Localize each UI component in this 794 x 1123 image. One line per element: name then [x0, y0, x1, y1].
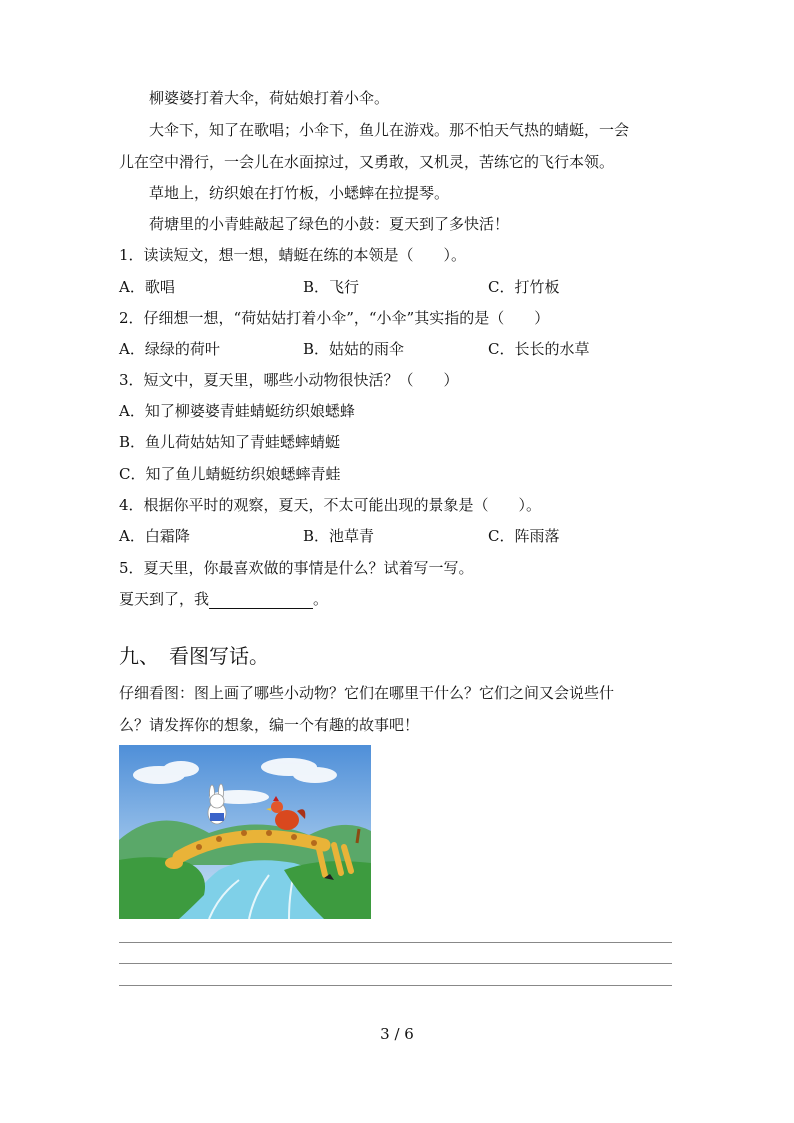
- section-9-instruction-line-2: 么？请发挥你的想象，编一个有趣的故事吧！: [119, 716, 420, 734]
- q4-option-b: B．池草青: [303, 527, 375, 545]
- q2-option-a: A．绿绿的荷叶: [119, 340, 220, 358]
- q1-option-c: C．打竹板: [488, 278, 560, 296]
- passage-paragraph-2-line-2: 儿在空中滑行，一会儿在水面掠过，又勇敢，又机灵，苦练它的飞行本领。: [119, 153, 615, 171]
- question-4: 4．根据你平时的观察，夏天，不太可能出现的景象是（ ）。: [119, 496, 542, 514]
- section-9-heading: 九、 看图写话。: [119, 644, 269, 668]
- q2-option-b: B．姑姑的雨伞: [303, 340, 405, 358]
- giraffe-bridge-illustration: [119, 745, 371, 919]
- q4-option-a: A．白霜降: [119, 527, 190, 545]
- passage-paragraph-3: 草地上，纺织娘在打竹板，小蟋蟀在拉提琴。: [149, 184, 450, 202]
- question-1: 1．读读短文，想一想，蜻蜓在练的本领是（ ）。: [119, 246, 467, 264]
- page-number: 3 / 6: [380, 1025, 414, 1043]
- answer-blank[interactable]: [209, 592, 313, 609]
- answer-suffix: 。: [313, 590, 329, 608]
- answer-line: [119, 589, 328, 609]
- q3-option-c: C．知了鱼儿蜻蜓纺织娘蟋蟀青蛙: [119, 465, 341, 483]
- q1-option-b: B．飞行: [303, 278, 360, 296]
- question-2: 2．仔细想一想，“荷姑姑打着小伞”，“小伞”其实指的是（ ）: [119, 309, 550, 327]
- q3-option-a: A．知了柳婆婆青蛙蜻蜓纺织娘蟋蜂: [119, 402, 355, 420]
- passage-paragraph-4: 荷塘里的小青蛙敲起了绿色的小鼓：夏天到了多快活！: [149, 215, 510, 233]
- passage-paragraph-2-line-1: 大伞下，知了在歌唱；小伞下，鱼儿在游戏。那不怕天气热的蜻蜓，一会: [149, 121, 630, 139]
- q4-option-c: C．阵雨落: [488, 527, 560, 545]
- writing-line-2[interactable]: [119, 963, 672, 964]
- question-3: 3．短文中，夏天里，哪些小动物很快活？（ ）: [119, 371, 459, 389]
- writing-line-1[interactable]: [119, 942, 672, 943]
- q3-option-b: B．鱼儿荷姑姑知了青蛙蟋蟀蜻蜓: [119, 433, 341, 451]
- answer-prefix: 夏天到了，我: [119, 590, 210, 608]
- question-5: 5．夏天里，你最喜欢做的事情是什么？试着写一写。: [119, 559, 474, 577]
- q1-option-a: A．歌唱: [119, 278, 175, 296]
- passage-paragraph-1: 柳婆婆打着大伞，荷姑娘打着小伞。: [149, 89, 390, 107]
- section-9-instruction-line-1: 仔细看图：图上画了哪些小动物？它们在哪里干什么？它们之间又会说些什: [119, 684, 615, 702]
- q2-option-c: C．长长的水草: [488, 340, 590, 358]
- writing-line-3[interactable]: [119, 985, 672, 986]
